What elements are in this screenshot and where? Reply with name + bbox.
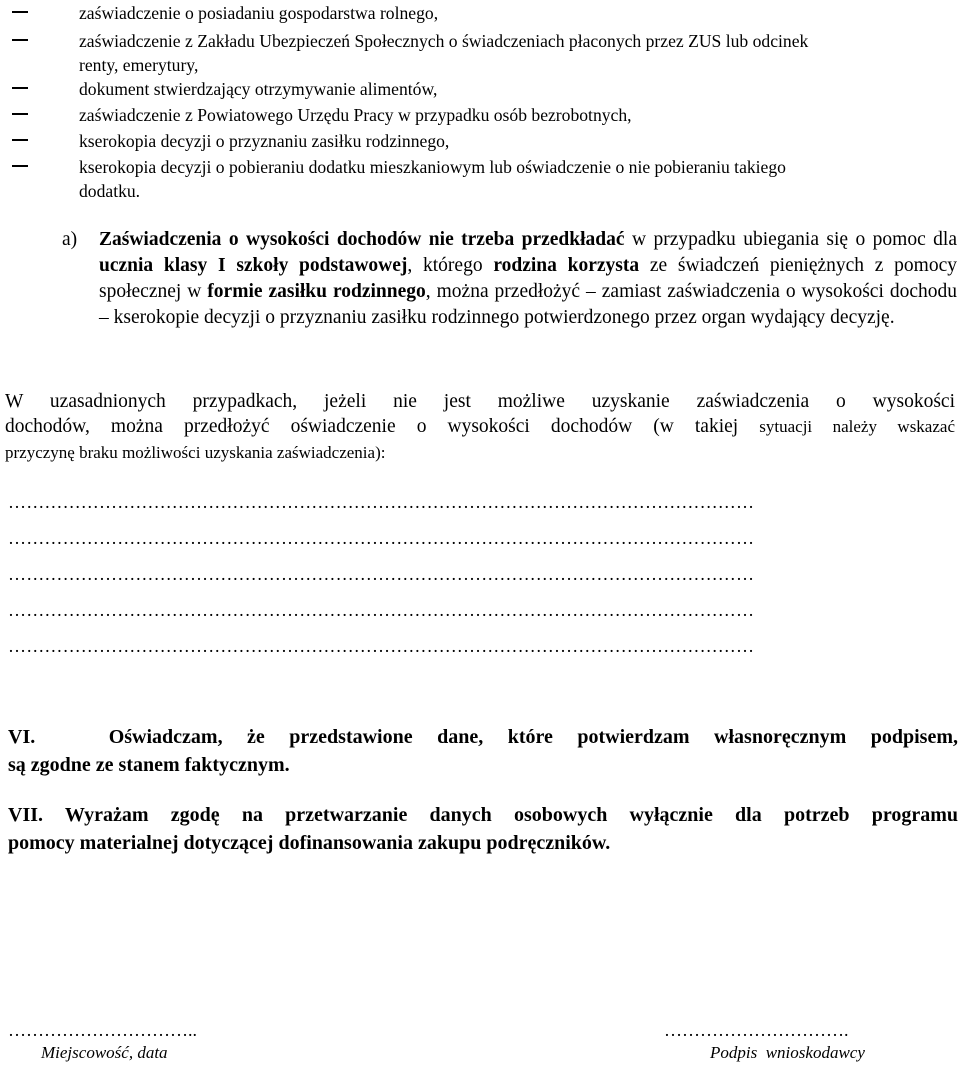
list-item-text: kserokopia decyzji o pobieraniu dodatku mieszkaniowym lub oświadczenie o nie pobieraniu takiego: [79, 157, 786, 177]
list-item-text: zaświadczenie o posiadaniu gospodarstwa rolnego,: [79, 3, 439, 23]
dotted-line: ……………………………………………………………………………………………………………: [8, 600, 755, 620]
place-date-field: …………………………..: [8, 1020, 197, 1040]
text-run: przyczynę braku: [5, 443, 123, 462]
list-item-text: zaświadczenie z Powiatowego Urzędu Pracy w przypadku osób bezrobotnych,: [79, 105, 632, 125]
section-vi-line-1: VI. Oświadczam, że przedstawione dane, które potwierdzam własnoręcznym podpisem,: [8, 726, 958, 748]
section-vii-line-1: VII. Wyrażam zgodę na przetwarzanie danych osobowych wyłącznie dla potrzeb programu: [8, 804, 958, 826]
signature-label: Podpis wnioskodawcy: [710, 1043, 865, 1062]
dotted-line: ……………………………………………………………………………………………………………: [8, 564, 755, 584]
bold-phrase: formie zasiłku rodzinnego: [207, 281, 426, 302]
section-vii-line-2: pomocy materialnej dotyczącej dofinansowania zakupu podręczników.: [8, 832, 611, 854]
list-item-text: zaświadczenie z Zakładu Ubezpieczeń Społecznych o świadczeniach płaconych przez ZUS lub odcinek: [79, 31, 809, 51]
signature-field: ………………………….: [664, 1020, 849, 1040]
list-dash: [12, 165, 28, 167]
justification-line-1: W uzasadnionych przypadkach, jeżeli nie jest możliwe uzyskanie zaświadczenia o wysokości: [5, 391, 955, 412]
text-run: możliwości uzyskania zaświadczenia):: [122, 443, 386, 462]
dotted-line: ……………………………………………………………………………………………………………: [8, 528, 755, 548]
text-run: w przypadku ubiegania się o pomoc dla: [624, 229, 957, 250]
list-dash: [12, 139, 28, 141]
list-dash: [12, 11, 28, 13]
dotted-line: ……………………………………………………………………………………………………………: [8, 492, 755, 512]
bold-phrase: ucznia klasy I szkoły podstawowej: [99, 255, 408, 276]
text-run: sytuacji należy wskazać: [759, 417, 955, 436]
text-run: dochodów, można przedłożyć oświadczenie o wysokości dochodów (w takiej: [5, 416, 760, 437]
paragraph-a-body: [99, 227, 957, 331]
dotted-line: ……………………………………………………………………………………………………………: [8, 636, 755, 656]
list-item-text: kserokopia decyzji o przyznaniu zasiłku rodzinnego,: [79, 131, 450, 151]
bold-phrase: rodzina korzysta: [493, 255, 640, 276]
justification-line-3: [5, 440, 955, 466]
text-run: , którego: [407, 255, 494, 276]
list-item-text: dodatku.: [79, 181, 141, 201]
place-date-label: Miejscowość, data: [41, 1043, 168, 1062]
justification-line-2: [5, 414, 955, 440]
text-run: , można przedłożyć – zamiast zaświadczenia o wysokości dochodu – kserokopie decyzji o przyznaniu zasiłku rodzinnego potwierdzonego przez organ wydający decyzję.: [99, 281, 957, 328]
list-item-text: dokument stwierdzający otrzymywanie alimentów,: [79, 79, 438, 99]
paragraph-marker: a): [62, 229, 78, 250]
section-vi-line-2: są zgodne ze stanem faktycznym.: [8, 754, 290, 776]
list-dash: [12, 87, 28, 89]
text-run: ze świadczeń pieniężnych z pomocy społecznej w: [99, 255, 958, 302]
list-item-text: renty, emerytury,: [79, 55, 199, 75]
list-dash: [12, 113, 28, 115]
list-dash: [12, 39, 28, 41]
bold-phrase: Zaświadczenia o wysokości dochodów nie trzeba przedkładać: [99, 229, 625, 250]
